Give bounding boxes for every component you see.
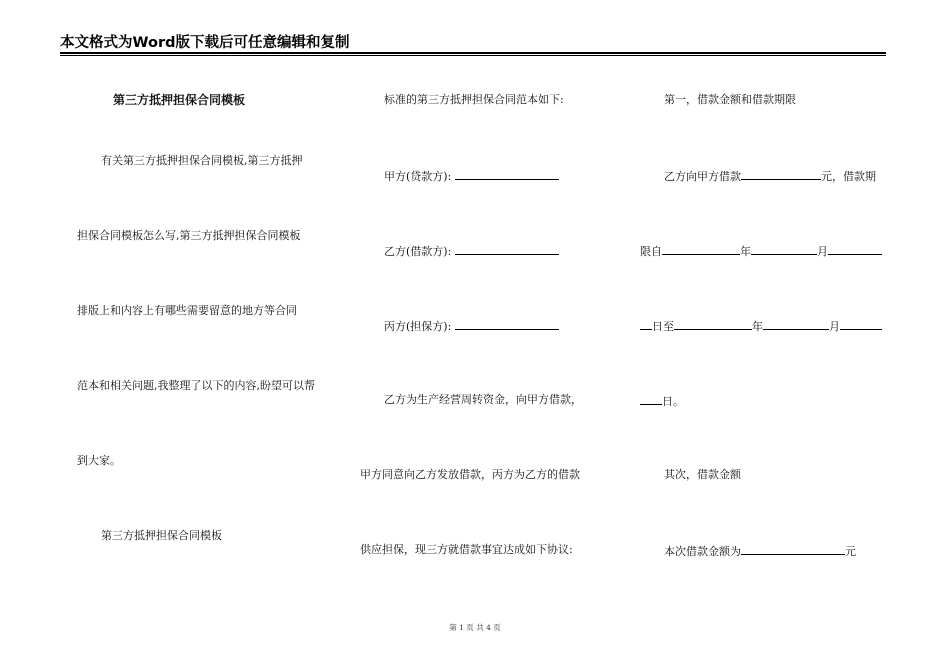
loan-amount-prefix: 乙方向甲方借款 <box>664 170 741 183</box>
loan-period-end-line <box>640 318 882 334</box>
intro-line-5: 到大家。 <box>77 454 121 467</box>
end-month-blank <box>763 318 829 330</box>
current-amount-suffix: 元 <box>845 545 856 558</box>
loan-period-end-day-line <box>640 393 684 409</box>
start-year-blank <box>662 243 740 255</box>
end-day-blank-cont <box>640 393 662 405</box>
end-year-unit: 年 <box>752 320 763 333</box>
end-day-unit: 日。 <box>662 395 684 408</box>
intro-line-3: 排版上和内容上有哪些需要留意的地方等合同 <box>77 304 297 317</box>
intro-line-2: 担保合同模板怎么写,第三方抵押担保合同模板 <box>77 229 301 242</box>
loan-amount-blank <box>741 168 821 180</box>
party-c-blank <box>455 318 559 330</box>
start-day-blank-cont <box>640 318 652 330</box>
party-b-line <box>384 243 559 259</box>
agreement-line-1: 甲方同意向乙方发放借款，丙方为乙方的借款 <box>360 468 580 481</box>
current-amount-prefix: 本次借款金额为 <box>664 545 741 558</box>
party-a-label: 甲方(贷款方): <box>384 170 452 183</box>
purpose-line: 乙方为生产经营周转资金，向甲方借款， <box>384 393 582 406</box>
end-year-blank <box>674 318 752 330</box>
period-from-label: 限自 <box>640 245 662 258</box>
section-2-heading: 其次，借款金额 <box>664 468 741 481</box>
intro-line-1: 有关第三方抵押担保合同模板,第三方抵押 <box>101 154 303 167</box>
period-to-label: 日至 <box>652 320 674 333</box>
start-month-unit: 月 <box>817 245 828 258</box>
current-amount-blank <box>741 543 845 555</box>
agreement-line-2: 供应担保，现三方就借款事宜达成如下协议: <box>360 543 573 556</box>
party-a-blank <box>455 168 559 180</box>
page-number: 第 1 页 共 4 页 <box>449 623 501 632</box>
end-day-blank <box>840 318 882 330</box>
document-title: 第三方抵押担保合同模板 <box>113 93 246 107</box>
party-b-label: 乙方(借款方): <box>384 245 452 258</box>
contract-intro: 标准的第三方抵押担保合同范本如下: <box>384 93 564 106</box>
section-subtitle: 第三方抵押担保合同模板 <box>101 529 222 542</box>
current-amount-line <box>664 543 856 559</box>
loan-period-start-line <box>640 243 882 259</box>
start-month-blank <box>751 243 817 255</box>
header-rule-thin <box>60 55 886 56</box>
party-a-line <box>384 168 559 184</box>
document-banner: 本文格式为Word版下载后可任意编辑和复制 <box>60 35 350 51</box>
party-b-blank <box>455 243 559 255</box>
party-c-label: 丙方(担保方): <box>384 320 452 333</box>
section-1-heading: 第一，借款金额和借款期限 <box>664 93 796 106</box>
party-c-line <box>384 318 559 334</box>
loan-amount-line <box>664 168 876 184</box>
loan-amount-suffix: 元，借款期 <box>821 170 876 183</box>
intro-line-4: 范本和相关问题,我整理了以下的内容,盼望可以帮 <box>77 379 315 392</box>
start-day-blank <box>828 243 882 255</box>
start-year-unit: 年 <box>740 245 751 258</box>
end-month-unit: 月 <box>829 320 840 333</box>
header-rule-thick <box>60 52 886 54</box>
